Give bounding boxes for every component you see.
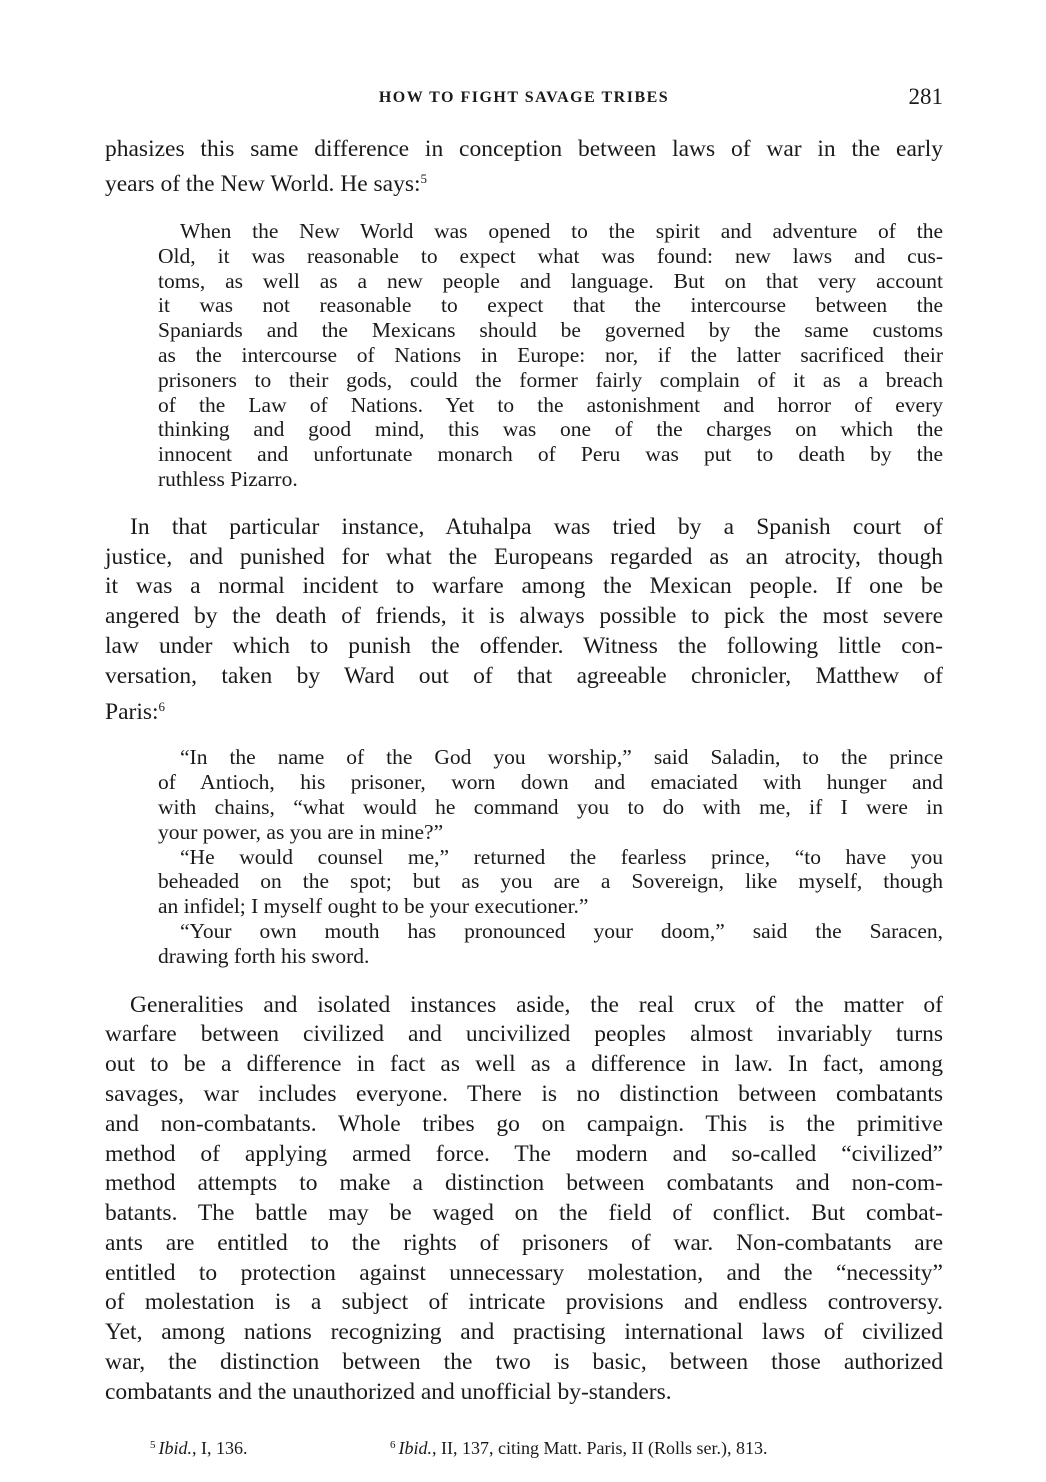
quote-paragraph [158,845,943,919]
text-line: angered by the death of friends, it is always possible to pick the most severe [105,603,943,630]
quote-paragraph [158,919,943,969]
text-line: with chains, “what would he command you to do with me, if I were in [158,794,943,819]
text-line: method attempts to make a distinction between combatants and non-com- [105,1170,943,1197]
text-line: Generalities and isolated instances aside, the real crux of the matter of [130,991,943,1018]
paragraph [105,991,943,1408]
text-line: toms, as well as a new people and language. But on that very account [158,268,943,293]
text-line: When the New World was opened to the spirit and adventure of the [180,219,943,243]
quote-paragraph [158,219,943,492]
text-line: out to be a difference in fact as well as a difference in law. In fact, among [105,1051,943,1078]
page-body [105,135,943,1408]
text-line: Spaniards and the Mexicans should be governed by the same customs [158,318,943,343]
page-number: 281 [908,84,943,109]
paragraph [105,513,943,728]
footnote-ref: 6 [158,698,166,714]
quote-paragraph [158,745,943,844]
text-line: versation, taken by Ward out of that agreeable chronicler, Matthew of [105,662,943,689]
text-line: drawing forth his sword. [158,943,370,968]
text-line: an infidel; I myself ought to be your executioner.” [158,894,589,919]
text-line: of Antioch, his prisoner, worn down and emaciated with hunger and [158,770,943,795]
text-line: savages, war includes everyone. There is no distinction between combatants [105,1080,943,1107]
text-line: justice, and punished for what the Europeans regarded as an atrocity, though [105,543,943,570]
text-line: In that particular instance, Atuhalpa was tried by a Spanish court of [130,513,943,540]
text-line: Old, it was reasonable to expect what was found: new laws and cus- [158,243,943,268]
running-head: HOW TO FIGHT SAVAGE TRIBES [378,89,670,106]
text-line: prisoners to their gods, could the former fairly complain of it as a breach [158,367,943,392]
footnote-text: , II, 137, citing Matt. Paris, II (Rolls ser.), 813. [432,1438,768,1458]
text-line: it was not reasonable to expect that the intercourse between the [158,293,943,318]
ibid: Ibid. [398,1438,432,1458]
text-line: war, the distinction between the two is basic, between those authorized [105,1349,943,1376]
text-line: Yet, among nations recognizing and practising international laws of civilized [105,1319,943,1346]
text-line [105,692,943,728]
page-header [105,84,943,112]
text-line: it was a normal incident to warfare among the Mexican people. If one be [105,573,943,600]
text-line: beheaded on the spot; but as you are a Sovereign, like myself, though [158,869,943,894]
block-quote [158,745,943,968]
text-line: phasizes this same difference in conception between laws of war in the early [105,136,943,162]
text-line [105,164,943,199]
text-line: combatants and the unauthorized and unofficial by-standers. [105,1378,672,1405]
footnote-mark: 5 [150,1439,156,1451]
text-line: ruthless Pizarro. [158,466,298,491]
footnote-6 [390,1438,767,1459]
text-line: your power, as you are in mine?” [158,819,444,844]
text-line: law under which to punish the offender. Witness the following little con- [105,632,943,659]
text-line-content: Paris: [105,698,159,725]
text-line: batants. The battle may be waged on the field of conflict. But combat- [105,1200,943,1227]
text-line: and non-combatants. Whole tribes go on campaign. This is the primitive [105,1110,943,1137]
text-line: ants are entitled to the rights of prisoners of war. Non-combatants are [105,1229,943,1256]
paragraph [105,135,943,199]
text-line: “He would counsel me,” returned the fearless prince, “to have you [180,844,943,869]
footnote-text: , I, 136. [192,1438,248,1458]
text-line: as the intercourse of Nations in Europe: nor, if the latter sacrificed their [158,342,943,367]
text-line: innocent and unfortunate monarch of Peru was put to death by the [158,442,943,467]
text-line: warfare between civilized and uncivilized peoples almost invariably turns [105,1021,943,1048]
text-line: of molestation is a subject of intricate provisions and endless controversy. [105,1289,943,1316]
text-line: “In the name of the God you worship,” said Saladin, to the prince [180,745,943,770]
text-line: entitled to protection against unnecessary molestation, and the “necessity” [105,1259,943,1286]
text-line: method of applying armed force. The modern and so-called “civilized” [105,1140,943,1167]
text-line-content: years of the New World. He says: [105,171,421,197]
text-line: “Your own mouth has pronounced your doom,” said the Saracen, [180,918,943,943]
footnote-ref: 5 [420,171,427,186]
ibid: Ibid. [158,1438,192,1458]
footnote-5 [150,1438,248,1459]
text-line: of the Law of Nations. Yet to the astonishment and horror of every [158,392,943,417]
footnote-mark: 6 [390,1439,396,1451]
text-line: thinking and good mind, this was one of the charges on which the [158,417,943,442]
block-quote [158,219,943,492]
